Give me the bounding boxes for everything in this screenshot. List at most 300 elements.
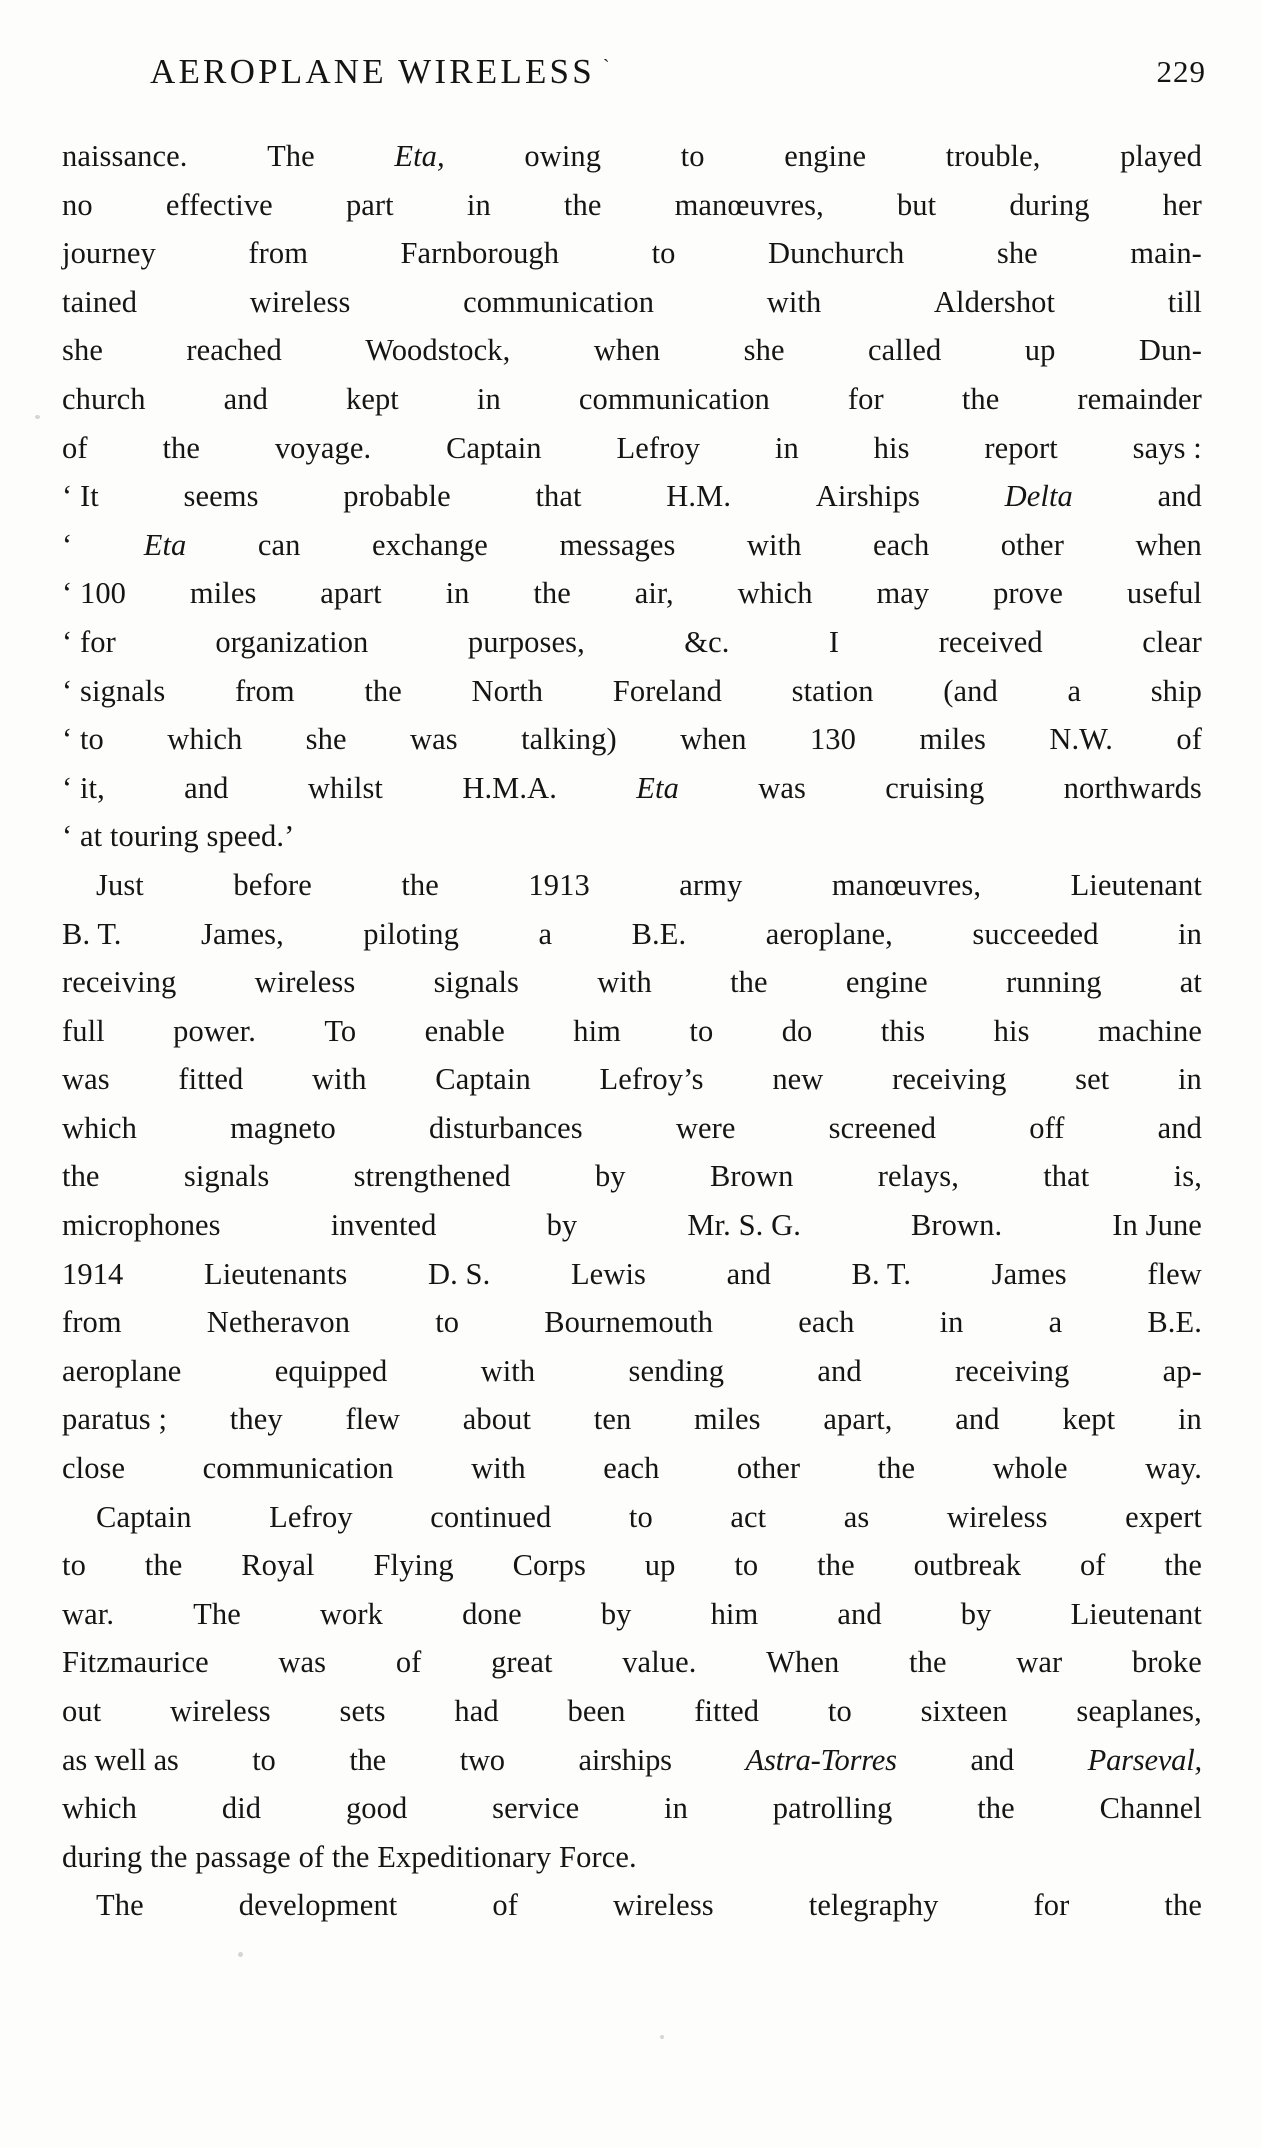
word: from [235, 673, 295, 708]
text-line [62, 521, 1202, 570]
word: when [593, 333, 661, 368]
word: seems [183, 479, 259, 514]
word: work [319, 1596, 383, 1631]
word: which [737, 576, 813, 611]
word: at [1179, 965, 1202, 1000]
word: ‘ signals [62, 673, 166, 708]
word: trouble, [945, 139, 1041, 173]
word: Dunchurch [767, 236, 905, 271]
word: Astra-Torres [745, 1742, 897, 1777]
word: with [471, 1451, 526, 1486]
word: miles [189, 576, 257, 611]
word: a [538, 916, 553, 951]
word: the [62, 1159, 100, 1194]
word: him [573, 1013, 621, 1048]
word: about [462, 1402, 532, 1437]
word: as well as [62, 1742, 179, 1777]
word: Fitzmaurice [62, 1645, 209, 1680]
word: off [1029, 1110, 1065, 1145]
word: Delta [1004, 479, 1073, 514]
word: When [766, 1645, 840, 1680]
word: Eta, [394, 139, 445, 173]
text-line [62, 764, 1202, 813]
word: Just [96, 867, 144, 902]
text-line [62, 1833, 1202, 1882]
text-line [62, 1444, 1202, 1493]
word: kept [1062, 1402, 1116, 1437]
word: continued [430, 1499, 552, 1534]
word: receiving [62, 965, 177, 1000]
word: the [961, 381, 1000, 416]
word: ‘ It [62, 479, 99, 514]
word: useful [1126, 576, 1202, 611]
text-line [62, 1736, 1202, 1785]
word: each [798, 1305, 855, 1340]
text-line [62, 1541, 1202, 1590]
word: good [345, 1791, 408, 1826]
word: succeeded [972, 916, 1099, 951]
text-line [62, 1298, 1202, 1347]
page-number: 229 [1156, 54, 1206, 89]
word: broke [1131, 1645, 1202, 1680]
word: the [877, 1451, 916, 1486]
text-line [62, 1784, 1202, 1833]
word: invented [330, 1208, 437, 1243]
word: way. [1145, 1451, 1202, 1486]
word: ‘ it, [62, 770, 105, 805]
word: manœuvres, [831, 867, 982, 902]
word: up [1024, 333, 1056, 368]
word: ship [1150, 673, 1202, 708]
word: telegraphy [808, 1888, 939, 1923]
word: in [1178, 916, 1202, 951]
text-line [62, 569, 1202, 618]
word: in [445, 576, 470, 611]
word: for [1033, 1888, 1070, 1923]
paper-speck [660, 2035, 664, 2039]
word: may [876, 576, 930, 611]
word: development [238, 1888, 398, 1923]
word: N.W. [1049, 722, 1113, 757]
word: power. [173, 1013, 256, 1048]
word: clear [1142, 624, 1202, 659]
word: and [223, 381, 268, 416]
word: Lefroy’s [599, 1062, 704, 1097]
word: screened [828, 1110, 937, 1145]
word: when [1135, 527, 1202, 562]
word: Expeditionary [377, 1839, 552, 1874]
word: till [1167, 284, 1202, 319]
word: great [491, 1645, 553, 1680]
word: new [772, 1062, 824, 1097]
word: B.E. [1147, 1305, 1202, 1340]
word: did [221, 1791, 262, 1826]
word: expert [1125, 1499, 1202, 1534]
word: Lieutenants [204, 1256, 348, 1291]
word: cruising [885, 770, 985, 805]
word: communication [578, 381, 770, 416]
text-line [62, 1493, 1202, 1542]
page-header [150, 52, 1200, 92]
word: a [1048, 1305, 1063, 1340]
word: the [1164, 1548, 1202, 1583]
word: by [600, 1596, 632, 1631]
word: with [766, 284, 822, 319]
word: to [252, 1742, 276, 1777]
word: was [62, 1062, 110, 1097]
word: North [471, 673, 544, 708]
word: she [62, 333, 103, 368]
word: reached [186, 333, 282, 368]
word: was [410, 722, 458, 757]
word: and [1157, 1110, 1202, 1145]
word: outbreak [913, 1548, 1022, 1583]
word: Force. [559, 1839, 637, 1874]
word: to [628, 1499, 653, 1534]
word: prove [993, 576, 1064, 611]
word: The [267, 139, 315, 173]
word: in [664, 1791, 688, 1826]
word: Woodstock, [365, 333, 511, 368]
word: other [736, 1451, 801, 1486]
word: that [1043, 1159, 1090, 1194]
word: in [1177, 1402, 1202, 1437]
word: wireless [613, 1888, 714, 1923]
word: enable [424, 1013, 505, 1048]
word: with [597, 965, 652, 1000]
word: of [395, 1645, 422, 1680]
word: fitted [694, 1694, 760, 1728]
text-line [62, 424, 1202, 473]
word: magneto [230, 1110, 336, 1145]
word: probable [343, 479, 451, 514]
word: Lefroy [616, 430, 701, 465]
word: ‘ for [62, 624, 116, 659]
word: machine [1097, 1013, 1202, 1048]
text-line [62, 132, 1202, 181]
word: Aldershot [933, 284, 1056, 319]
text-line [62, 1055, 1202, 1104]
word: she [305, 722, 347, 757]
word: ‘ to [62, 722, 104, 757]
word: tained [62, 284, 138, 319]
word: Foreland [612, 673, 722, 708]
word: service [492, 1791, 580, 1826]
word: airships [578, 1742, 672, 1777]
text-line [62, 229, 1202, 278]
word: paratus ; [62, 1402, 168, 1437]
word: aeroplane, [765, 916, 893, 951]
word: before [233, 867, 312, 902]
word: James [991, 1256, 1067, 1291]
word: during [1009, 187, 1090, 222]
text-line [62, 326, 1202, 375]
word: her [1162, 187, 1202, 222]
header-mark: ` [602, 56, 610, 78]
word: Eta [636, 770, 679, 805]
word: disturbances [429, 1110, 583, 1145]
word: I [828, 624, 840, 659]
word: whole [992, 1451, 1068, 1486]
word: Corps [512, 1548, 586, 1583]
word: fitted [178, 1062, 244, 1097]
text-line [62, 278, 1202, 327]
word: Dun- [1138, 333, 1202, 368]
text-line [62, 667, 1202, 716]
word: during [62, 1839, 143, 1874]
word: for [847, 381, 884, 416]
word: each [603, 1451, 660, 1486]
word: equipped [274, 1353, 388, 1388]
word: flew [345, 1402, 401, 1437]
text-line [62, 1347, 1202, 1396]
text-line [62, 1007, 1202, 1056]
word: done [462, 1596, 522, 1631]
word: 1913 [528, 867, 590, 902]
word: Airships [815, 479, 920, 514]
word: out [62, 1694, 102, 1728]
word: 1914 [62, 1256, 124, 1291]
text-line [62, 1152, 1202, 1201]
word: purposes, [467, 624, 585, 659]
word: wireless [249, 284, 351, 319]
word: to [734, 1548, 759, 1583]
word: and [970, 1742, 1014, 1777]
word: other [1000, 527, 1064, 562]
word: says : [1132, 430, 1202, 465]
word: the [331, 1839, 370, 1874]
paper-speck [35, 415, 40, 419]
text-line: ‘ at touring speed.’ [62, 819, 295, 854]
word: (and [943, 673, 998, 708]
text-line [62, 910, 1202, 959]
word: strengthened [353, 1159, 511, 1194]
word: receiving [955, 1353, 1070, 1388]
word: which [167, 722, 243, 757]
word: voyage. [274, 430, 372, 465]
word: ap- [1162, 1353, 1202, 1388]
word: signals [433, 965, 519, 1000]
word: running [1005, 965, 1102, 1000]
word: wireless [254, 965, 356, 1000]
word: close [62, 1451, 126, 1486]
word: to [62, 1548, 86, 1583]
word: the [977, 1791, 1015, 1826]
word: the [730, 965, 768, 1000]
word: sets [339, 1694, 386, 1728]
text-line [62, 1201, 1202, 1250]
word: a [1067, 673, 1082, 708]
word: which [62, 1110, 138, 1145]
word: Captain [435, 1062, 531, 1097]
word: James, [201, 916, 284, 951]
word: with [312, 1062, 367, 1097]
word: piloting [363, 916, 459, 951]
word: station [791, 673, 874, 708]
word: naissance. [62, 139, 188, 173]
word: report [984, 430, 1058, 465]
word: was [278, 1645, 327, 1680]
word: act [730, 1499, 767, 1534]
word: in [466, 187, 491, 222]
word: effective [165, 187, 273, 222]
word: H.M. [666, 479, 732, 514]
text-line [62, 1590, 1202, 1639]
word: Bournemouth [544, 1305, 714, 1340]
word: in [476, 381, 501, 416]
word: to [651, 236, 676, 271]
word: Channel [1099, 1791, 1202, 1826]
word: H.M.A. [462, 770, 557, 805]
text-line [62, 1881, 1202, 1930]
word: communication [202, 1451, 394, 1486]
word: remainder [1077, 381, 1202, 416]
word: him [710, 1596, 759, 1631]
text-line [62, 472, 1202, 521]
word: of [1176, 722, 1202, 757]
text-line [62, 1395, 1202, 1444]
word: up [644, 1548, 676, 1583]
word: each [873, 527, 930, 562]
word: with [746, 527, 802, 562]
word: apart [320, 576, 382, 611]
word: was [758, 770, 806, 805]
word: and [184, 770, 229, 805]
word: Captain [446, 430, 542, 465]
word: as [843, 1499, 870, 1534]
word: the [349, 1742, 386, 1777]
word: kept [345, 381, 399, 416]
word: journey [62, 236, 156, 271]
word: from [248, 236, 309, 271]
text-line [62, 618, 1202, 667]
word: signals [183, 1159, 270, 1194]
word: this [880, 1013, 926, 1048]
word: had [454, 1694, 499, 1728]
word: the [909, 1645, 947, 1680]
word: B. T. [851, 1256, 912, 1291]
word: to [689, 1013, 714, 1048]
word: sixteen [920, 1694, 1008, 1728]
word: owing [524, 139, 602, 173]
word: in [1177, 1062, 1202, 1097]
word: the [162, 430, 200, 465]
word: Farnborough [400, 236, 560, 271]
word: Eta [143, 527, 187, 562]
word: in [774, 430, 799, 465]
word: and [726, 1256, 771, 1291]
word: aeroplane [62, 1353, 182, 1388]
word: Netheravon [206, 1305, 351, 1340]
word: the [149, 1839, 188, 1874]
word: main- [1130, 236, 1202, 271]
text-line [62, 861, 1202, 910]
running-title: AEROPLANE WIRELESS [150, 52, 595, 91]
word: from [62, 1305, 122, 1340]
word: sending [628, 1353, 725, 1388]
word: Lewis [570, 1256, 646, 1291]
text-line [62, 958, 1202, 1007]
word: she [743, 333, 785, 368]
word: to [827, 1694, 852, 1728]
word: engine [845, 965, 928, 1000]
word: the [1164, 1888, 1202, 1923]
word: Lieutenant [1070, 867, 1202, 902]
word: army [679, 867, 743, 902]
word: apart, [823, 1402, 893, 1437]
word: the [817, 1548, 855, 1583]
word: seaplanes, [1076, 1694, 1202, 1728]
word: exchange [372, 527, 488, 562]
word: miles [694, 1402, 761, 1437]
word: by [594, 1159, 626, 1194]
word: passage [195, 1839, 291, 1874]
word: air, [634, 576, 674, 611]
word: part [345, 187, 394, 222]
word: two [459, 1742, 505, 1777]
word: of [62, 430, 88, 465]
text-line [62, 375, 1202, 424]
word: called [867, 333, 942, 368]
word: the [364, 673, 402, 708]
word: were [675, 1110, 736, 1145]
word: Flying [373, 1548, 454, 1583]
word: Parseval, [1087, 1742, 1202, 1777]
word: his [993, 1013, 1030, 1048]
word: she [996, 236, 1038, 271]
word: wireless [946, 1499, 1048, 1534]
word: been [567, 1694, 626, 1728]
text-line [62, 1687, 1202, 1736]
word: ‘ [62, 527, 73, 562]
word: Royal [241, 1548, 315, 1583]
word: Brown. [910, 1208, 1003, 1243]
word: ‘ 100 [62, 576, 127, 611]
word: messages [559, 527, 676, 562]
word: talking) [521, 722, 617, 757]
word: Mr. S. G. [687, 1208, 801, 1243]
word: In June [1112, 1208, 1202, 1243]
word: and [1157, 479, 1202, 514]
text-line [62, 715, 1202, 764]
word: flew [1147, 1256, 1202, 1291]
word: that [535, 479, 582, 514]
word: war. [62, 1596, 115, 1631]
word: in [939, 1305, 964, 1340]
word: when [680, 722, 747, 757]
word: received [938, 624, 1043, 659]
word: of [492, 1888, 518, 1923]
word: Lefroy [269, 1499, 353, 1534]
word: and [817, 1353, 862, 1388]
word: the [144, 1548, 183, 1583]
word: The [96, 1888, 144, 1923]
word: &c. [684, 624, 730, 659]
word: Captain [96, 1499, 192, 1534]
word: communication [463, 284, 655, 319]
word: can [257, 527, 301, 562]
word: whilst [307, 770, 383, 805]
word: church [62, 381, 146, 416]
word: receiving [892, 1062, 1007, 1097]
word: D. S. [427, 1256, 491, 1291]
text-line [62, 1104, 1202, 1153]
word: war [1016, 1645, 1063, 1680]
body-text [62, 132, 1202, 1930]
word: by [546, 1208, 578, 1243]
word: set [1075, 1062, 1110, 1097]
word: patrolling [772, 1791, 893, 1826]
